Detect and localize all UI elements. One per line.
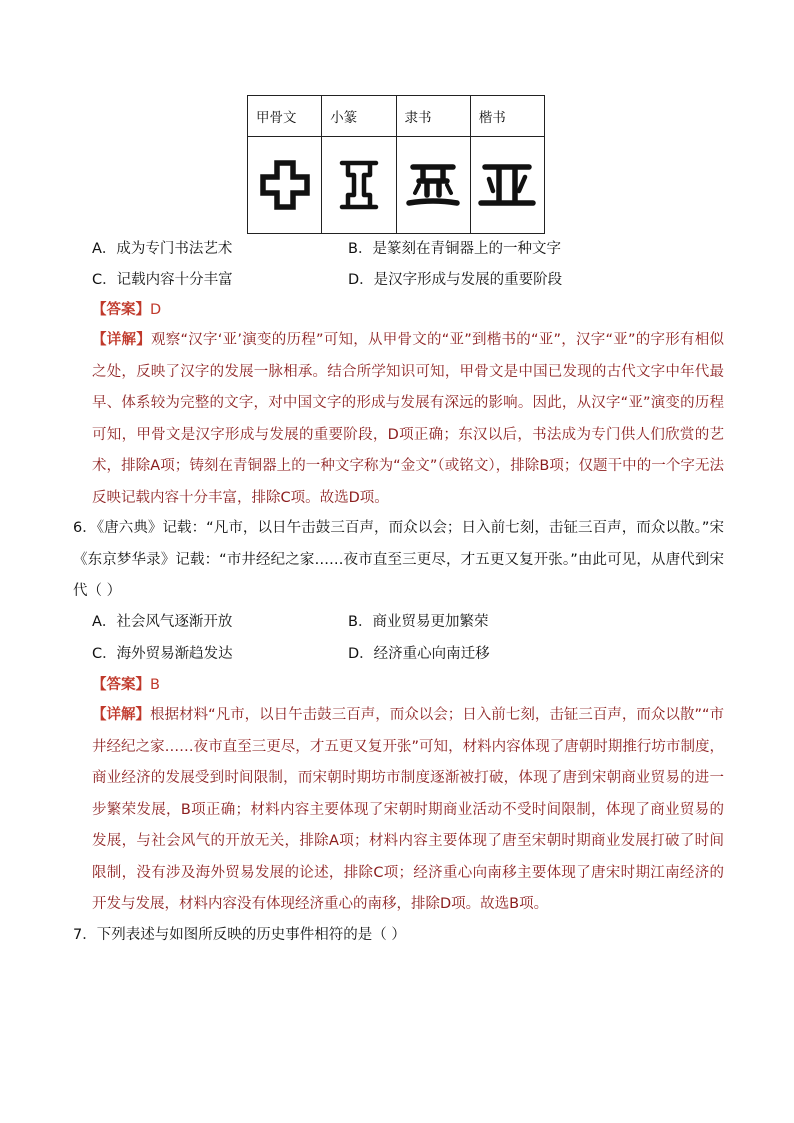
kaishu-ya-glyph	[477, 159, 537, 211]
answer-label: 【答案】	[92, 302, 150, 318]
answer-value: D	[150, 302, 162, 318]
q5-explanation	[92, 325, 724, 514]
header-lishu: 隶书	[396, 96, 470, 137]
character-evolution-table	[247, 95, 545, 234]
answer-value: B	[150, 677, 160, 693]
table-header-row	[248, 96, 545, 137]
jiaguwen-ya-glyph	[259, 159, 311, 211]
q7-stem: 7．下列表述与如图所反映的历史事件相符的是（ ）	[73, 927, 406, 943]
explanation-label: 【详解】	[92, 332, 151, 348]
header-kaishu: 楷书	[470, 96, 544, 137]
lishu-ya-glyph	[405, 159, 461, 211]
q6-option-a: A．社会风气逐渐开放	[92, 614, 233, 630]
answer-label: 【答案】	[92, 677, 150, 693]
q5-option-c: C．记载内容十分丰富	[92, 272, 233, 288]
q6-explanation	[92, 700, 724, 921]
header-jiaguwen: 甲骨文	[248, 96, 322, 137]
q5-option-d: D．是汉字形成与发展的重要阶段	[348, 272, 563, 288]
q6-answer	[92, 675, 160, 695]
xiaozhuan-cell	[322, 137, 396, 234]
lishu-cell	[396, 137, 470, 234]
q5-option-b: B．是篆刻在青铜器上的一种文字	[348, 241, 561, 257]
explanation-text: 根据材料“凡市，以日午击鼓三百声，而众以会；日入前七刻，击钲三百声，而众以散”“市井经纪之家……夜市直至三更尽，才五更又复开张”可知，材料内容体现了唐朝时期推行坊市制度，商业经济的发展受到时间限制，而宋朝时期坊市制度逐渐被打破，体现了唐到宋朝商业贸易的进一步繁荣发展，B项正确；材料内容主要体现了宋朝时期商业活动不受时间限制，体现了商业贸易的发展，与社会风气的开放无关，排除A项；材料内容主要体现了唐至宋朝时期商业发展打破了时间限制，没有涉及海外贸易发展的论述，排除C项；经济重心向南移主要体现了唐宋时期江南经济的开发与发展，材料内容没有体现经济重心的南移，排除D项。故选B项。	[92, 707, 724, 912]
q6-option-b: B．商业贸易更加繁荣	[348, 614, 489, 630]
table-glyph-row	[248, 137, 545, 234]
explanation-text: 观察“汉字‘亚’演变的历程”可知，从甲骨文的“亚”到楷书的“亚”，汉字“亚”的字形有相似之处，反映了汉字的发展一脉相承。结合所学知识可知，甲骨文是中国已发现的古代文字中年代最早、体系较为完整的文字，对中国文字的形成与发展有深远的影响。因此，从汉字“亚”演变的历程可知，甲骨文是汉字形成与发展的重要阶段，D项正确；东汉以后，书法成为专门供人们欣赏的艺术，排除A项；铸刻在青铜器上的一种文字称为“金文”（或铭文），排除B项；仅题干中的一个字无法反映记载内容十分丰富，排除C项。故选D项。	[92, 332, 725, 506]
q6-stem: 6．《唐六典》记载：“凡市，以日午击鼓三百声，而众以会；日入前七刻，击钲三百声，而众以散。”宋《东京梦华录》记载：“市井经纪之家……夜市直至三更尽，才五更又复开张。”由此可见，从唐代到宋代（ ）	[73, 520, 724, 599]
q5-answer	[92, 300, 161, 320]
q6-option-c: C．海外贸易渐趋发达	[92, 646, 233, 662]
kaishu-cell	[470, 137, 544, 234]
q6-option-d: D．经济重心向南迁移	[348, 646, 490, 662]
jiaguwen-cell	[248, 137, 322, 234]
q5-option-a: A．成为专门书法艺术	[92, 241, 233, 257]
header-xiaozhuan: 小篆	[322, 96, 396, 137]
explanation-label: 【详解】	[92, 707, 151, 723]
xiaozhuan-ya-glyph	[336, 157, 382, 213]
